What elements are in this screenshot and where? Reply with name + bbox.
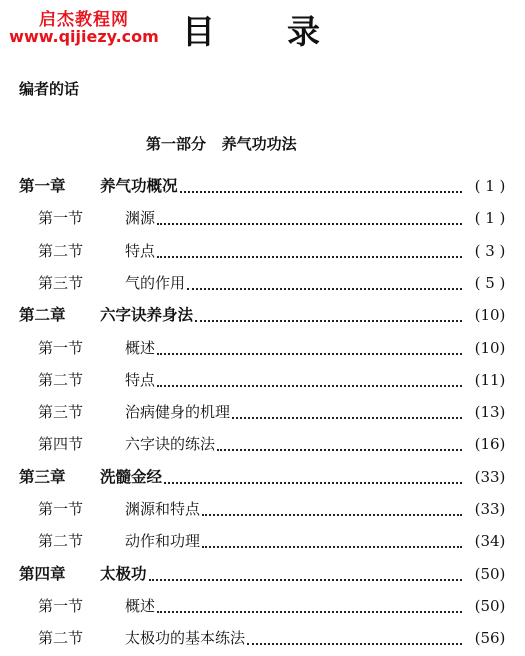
toc-entry-title: 太极功 (100, 564, 147, 583)
toc-entry-title: 渊源和特点 (125, 500, 201, 518)
toc-entry-title: 动作和功理 (125, 532, 201, 551)
toc-entry-page: (33) (474, 467, 506, 486)
toc-dot-leader (157, 611, 462, 613)
editor-note-entry: 编者的话 (19, 80, 80, 98)
toc-chapter-entry (0, 461, 525, 493)
toc-section-entry (0, 622, 525, 654)
toc-section-entry (0, 590, 525, 622)
toc-dot-leader (157, 223, 462, 225)
page-title-char-2: 录 (287, 12, 320, 51)
toc-entry-page: (11) (474, 370, 506, 389)
toc-chapter-entry (0, 299, 525, 331)
toc-section-entry (0, 202, 525, 234)
toc-entry-title: 特点 (125, 241, 156, 260)
watermark-site-url: www.qijiezy.com (9, 27, 159, 46)
toc-entry-title: 六字诀养身法 (100, 306, 194, 325)
watermark-site-name: 启杰教程网 (39, 10, 129, 30)
toc-dot-leader (157, 353, 462, 355)
toc-entry-number: 第二节 (38, 370, 84, 389)
toc-entry-title: 特点 (125, 370, 156, 389)
toc-entry-title: 治病健身的机理 (125, 403, 231, 422)
toc-entry-page: (56) (474, 629, 506, 648)
toc-dot-leader (195, 320, 462, 322)
page-title (182, 12, 320, 52)
toc-entry-number: 第一节 (38, 338, 84, 357)
toc-dot-leader (202, 514, 462, 516)
toc-dot-leader (232, 417, 462, 419)
toc-entry-number: 第四章 (19, 564, 66, 583)
toc-section-entry (0, 332, 525, 364)
toc-entry-number: 第一章 (19, 177, 66, 195)
toc-entry-page: ( 1 ) (474, 209, 506, 228)
toc-entry-page: ( 1 ) (474, 177, 506, 195)
toc-entry-title: 气的作用 (125, 273, 186, 292)
toc-entry-number: 第二节 (38, 532, 84, 551)
toc-entry-number: 第三章 (19, 467, 66, 486)
toc-entry-number: 第二节 (38, 241, 84, 260)
toc-section-entry (0, 267, 525, 299)
toc-entry-number: 第一节 (38, 209, 84, 228)
toc-entry-number: 第四节 (38, 435, 84, 454)
page-title-char-1: 目 (182, 12, 215, 51)
toc-section-entry (0, 396, 525, 428)
toc-entry-title: 洗髓金经 (100, 467, 163, 486)
toc-entry-title: 渊源 (125, 209, 156, 228)
toc-chapter-entry (0, 170, 525, 202)
toc-entry-page: ( 5 ) (474, 273, 506, 292)
toc-entry-title: 太极功的基本练法 (125, 629, 246, 648)
toc-section-entry (0, 525, 525, 557)
toc-dot-leader (217, 449, 462, 451)
toc-entry-page: (10) (474, 306, 506, 325)
toc-entry-page: ( 3 ) (474, 241, 506, 260)
toc-entry-title: 养气功概况 (100, 177, 178, 195)
toc-dot-leader (157, 256, 462, 258)
toc-dot-leader (187, 288, 462, 290)
toc-entry-number: 第二章 (19, 306, 66, 325)
toc-entry-title: 概述 (125, 338, 156, 357)
toc-chapter-entry (0, 558, 525, 590)
toc-entry-title: 六字诀的练法 (125, 435, 216, 454)
toc-section-entry (0, 493, 525, 525)
toc-dot-leader (149, 579, 462, 581)
toc-section-entry (0, 235, 525, 267)
toc-entry-page: (16) (474, 435, 506, 454)
toc-entry-page: (33) (474, 500, 506, 518)
toc-entry-page: (34) (474, 532, 506, 551)
toc-dot-leader (180, 191, 462, 193)
toc-entry-number: 第三节 (38, 273, 84, 292)
toc-entry-page: (50) (474, 596, 506, 615)
toc-entry-title: 概述 (125, 596, 156, 615)
toc-entry-page: (10) (474, 338, 506, 357)
toc-entry-number: 第一节 (38, 500, 84, 518)
toc-section-entry (0, 428, 525, 460)
toc-entry-page: (13) (474, 403, 506, 422)
toc-entry-number: 第三节 (38, 403, 84, 422)
toc-entry-number: 第一节 (38, 596, 84, 615)
toc-entry-number: 第二节 (38, 629, 84, 648)
toc-dot-leader (157, 385, 462, 387)
part-heading: 第一部分 养气功功法 (146, 135, 297, 153)
toc-section-entry (0, 364, 525, 396)
toc-dot-leader (164, 482, 462, 484)
toc-dot-leader (247, 643, 462, 645)
toc-dot-leader (202, 546, 462, 548)
toc-entry-page: (50) (474, 564, 506, 583)
